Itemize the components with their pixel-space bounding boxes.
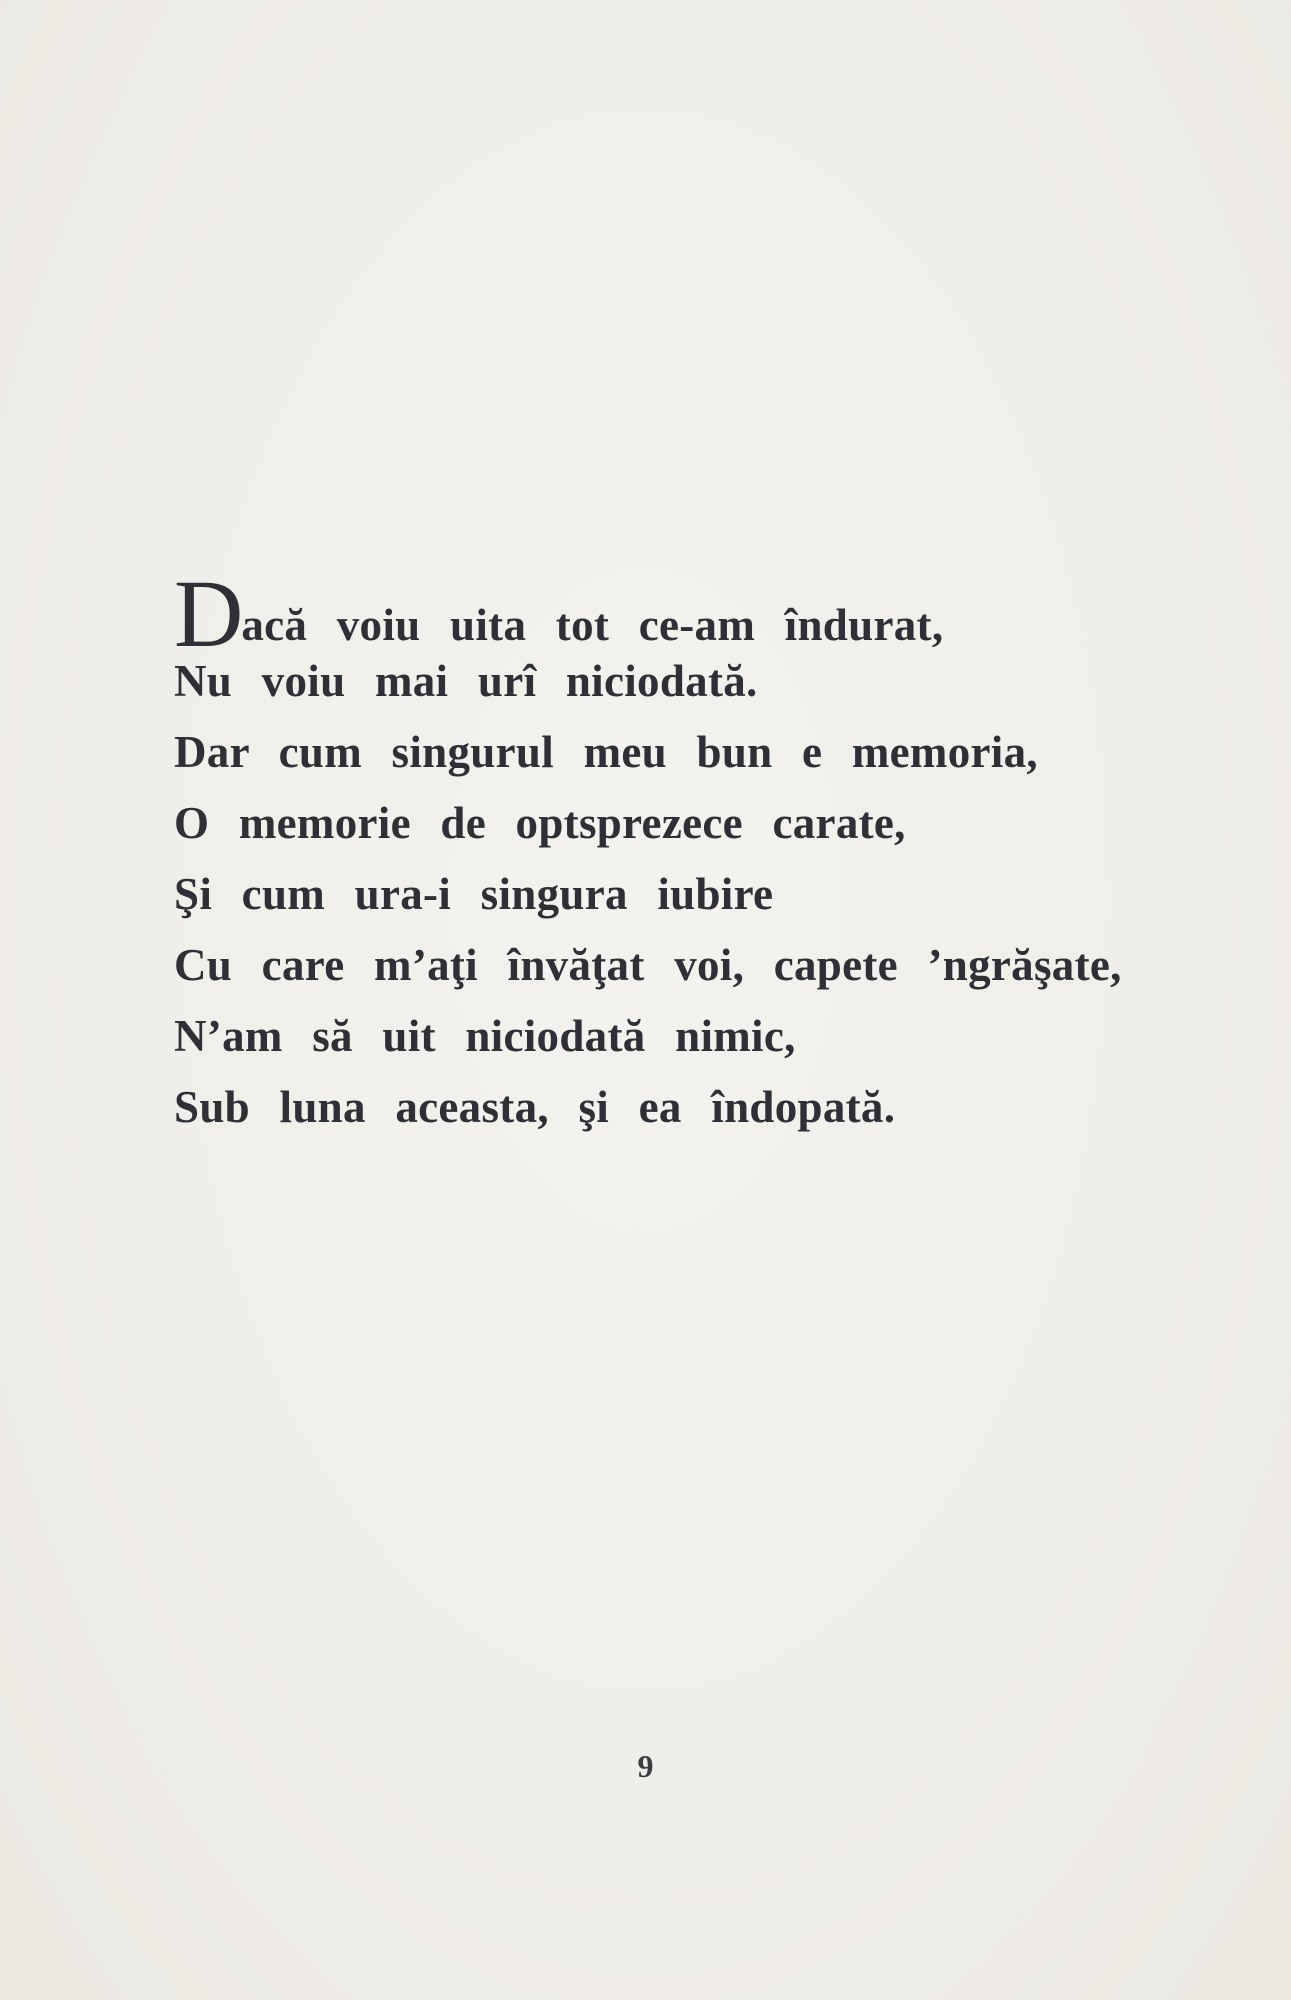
page-number: 9	[637, 1748, 654, 1784]
poem-line-5: Şi cum ura-i singura iubire	[174, 869, 774, 919]
poem-stanza	[174, 560, 1224, 1143]
poem-line-8: Sub luna aceasta, şi ea îndopată.	[174, 1082, 896, 1132]
poem-line-7: N’am să uit niciodată nimic,	[174, 1011, 796, 1061]
poem-line-1	[174, 560, 1224, 667]
poem-line-4: O memorie de optsprezece carate,	[174, 798, 906, 848]
drop-cap: D	[174, 560, 244, 667]
poem-line-2: Nu voiu mai urî niciodată.	[174, 656, 758, 706]
poem-line-3: Dar cum singurul meu bun e memoria,	[174, 727, 1038, 777]
poem-line-6: Cu care m’aţi învăţat voi, capete ’ngrăşate,	[174, 940, 1122, 990]
poem-line-1-text: acă voiu uita tot ce-am îndurat,	[241, 600, 944, 650]
